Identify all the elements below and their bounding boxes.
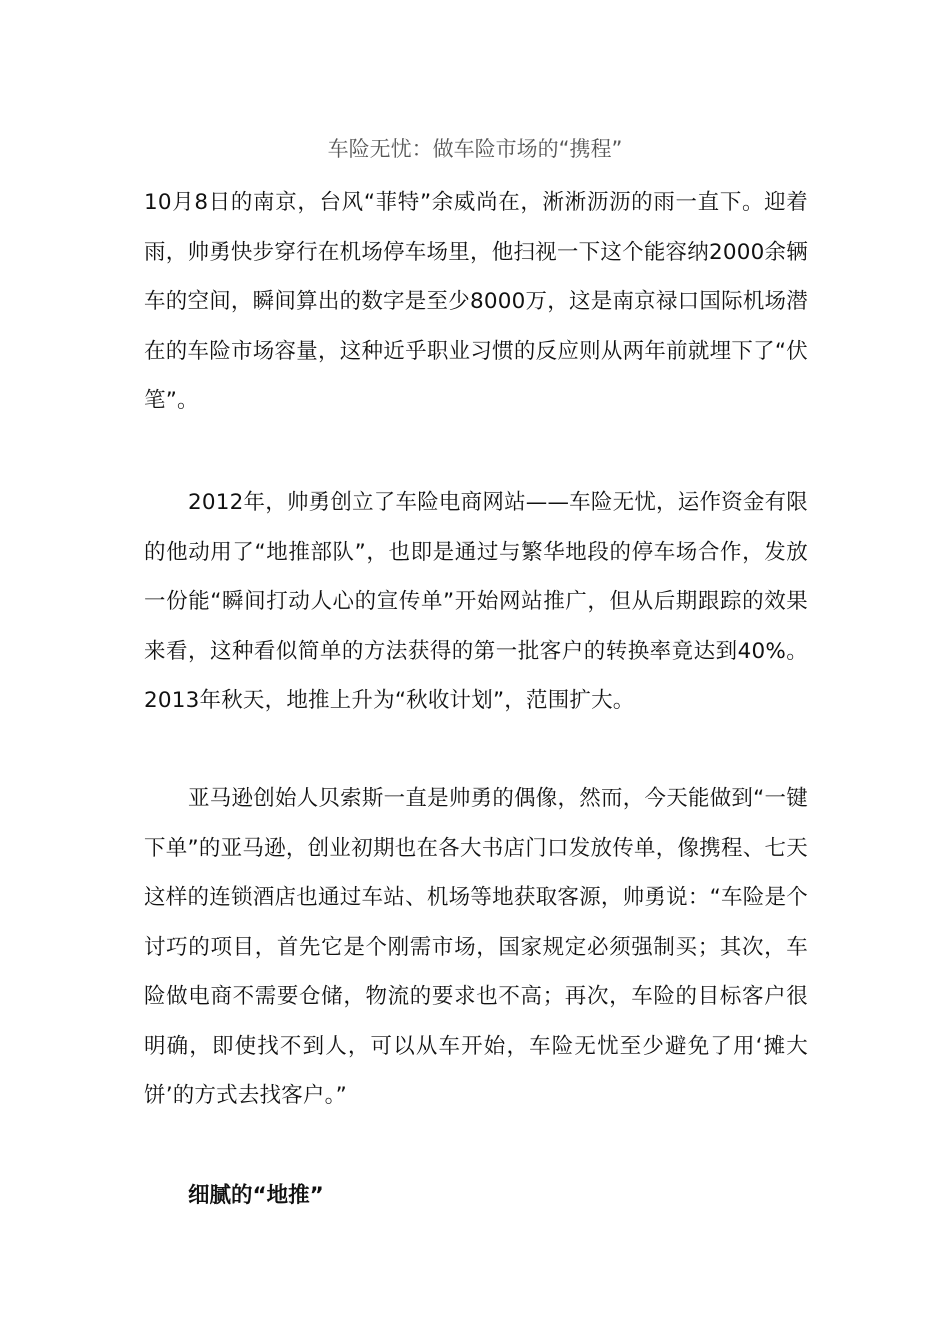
paragraph-1: 10月8日的南京，台风“菲特”余威尚在，淅淅沥沥的雨一直下。迎着雨，帅勇快步穿行在机场停车场里，他扫视一下这个能容纳2000余辆车的空间，瞬间算出的数字是至少8000万，这是南京禄口国际机场潜在的车险市场容量，这种近乎职业习惯的反应则从两年前就埋下了“伏笔”。 <box>144 190 808 413</box>
section-subheading: 细腻的“地推” <box>188 1183 324 1208</box>
document-title: 车险无忧：做车险市场的“携程” <box>327 137 623 161</box>
paragraph-3: 亚马逊创始人贝索斯一直是帅勇的偶像，然而，今天能做到“一键下单”的亚马逊，创业初期也在各大书店门口发放传单，像携程、七天这样的连锁酒店也通过车站、机场等地获取客源，帅勇说：“车险是个讨巧的项目，首先它是个刚需市场，国家规定必须强制买；其次，车险做电商不需要仓储，物流的要求也不高；再次，车险的目标客户很明确，即使找不到人，可以从车开始，车险无忧至少避免了用‘摊大饼’的方式去找客户。” <box>144 786 808 1108</box>
paragraph-2: 2012年，帅勇创立了车险电商网站——车险无忧，运作资金有限的他动用了“地推部队”，也即是通过与繁华地段的停车场合作，发放一份能“瞬间打动人心的宣传单”开始网站推广，但从后期跟踪的效果来看，这种看似简单的方法获得的第一批客户的转换率竟达到40%。2013年秋天，地推上升为“秋收计划”，范围扩大。 <box>144 490 808 713</box>
